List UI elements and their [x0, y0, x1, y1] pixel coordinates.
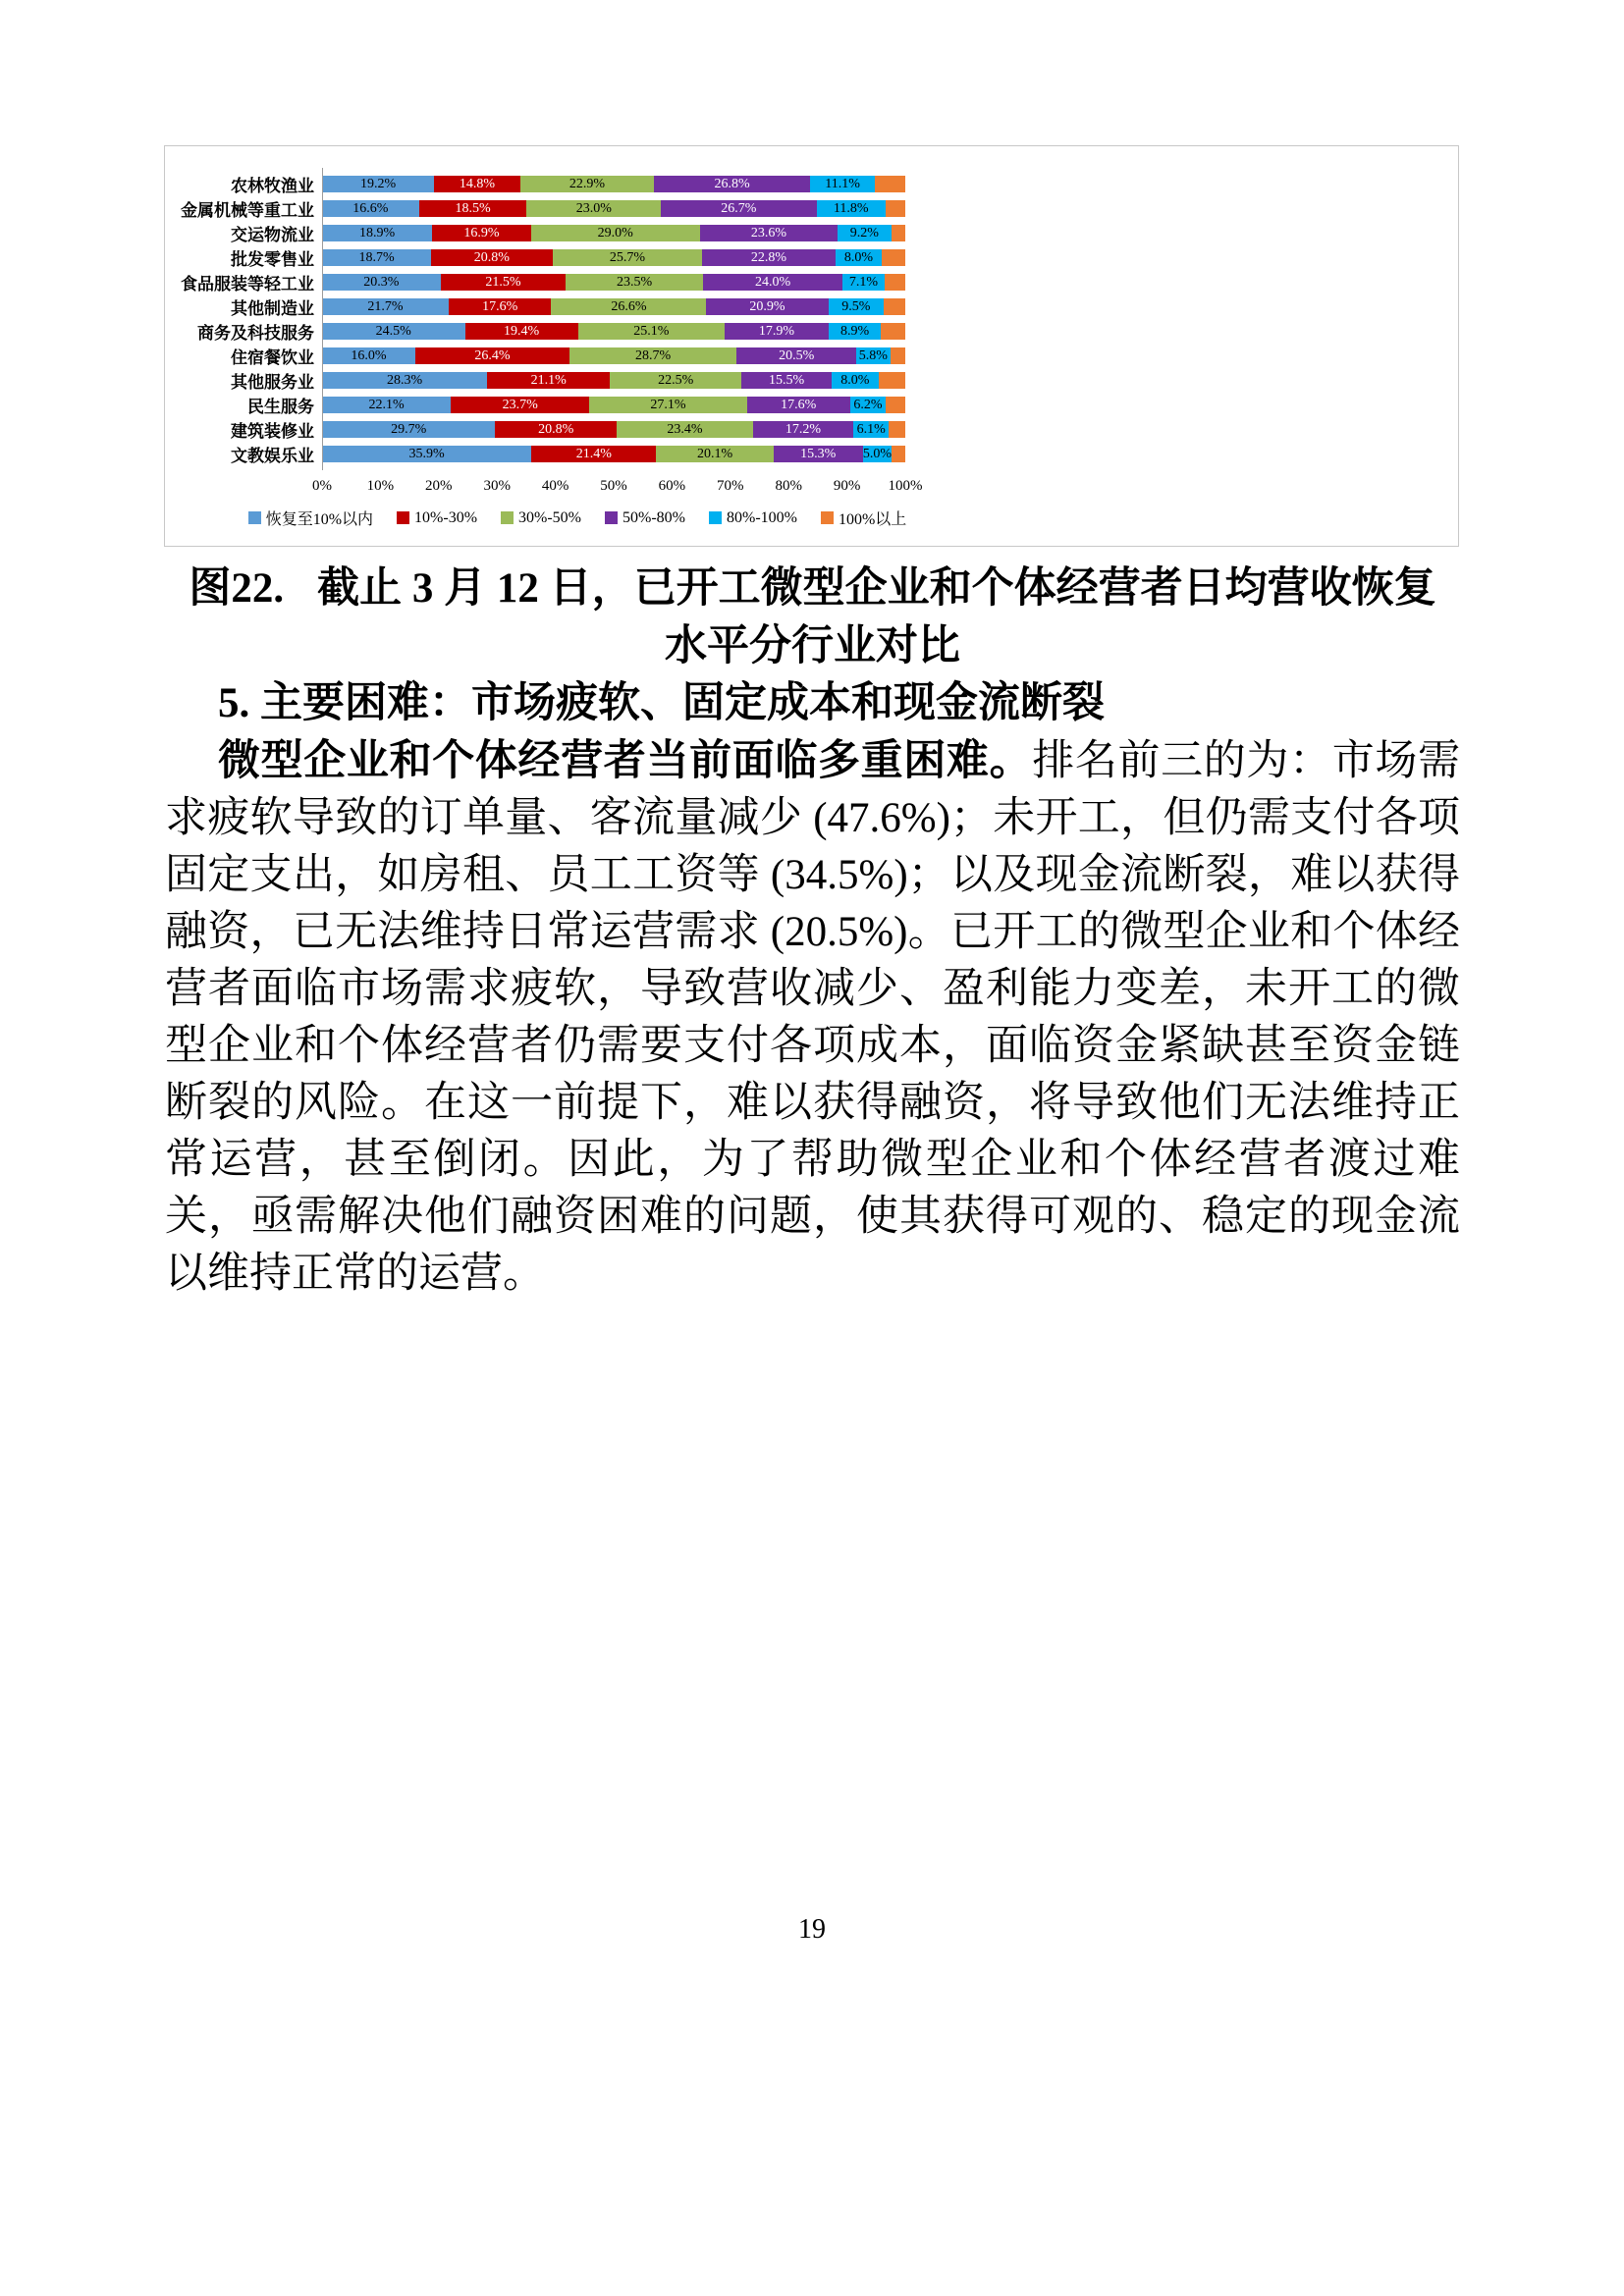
chart-row [175, 393, 1458, 417]
x-tick-label: 40% [541, 478, 569, 494]
bar-segment: 24.5% [322, 323, 465, 340]
bar-segment [884, 298, 905, 315]
stacked-bar [322, 298, 905, 315]
bar-segment: 25.7% [553, 249, 703, 266]
legend-item [397, 509, 477, 527]
stacked-bar [322, 274, 905, 291]
bar-segment [891, 347, 905, 364]
bar-segment: 11.1% [810, 176, 875, 192]
legend-label: 恢复至10%以内 [265, 511, 374, 528]
bar-segment: 28.7% [569, 347, 736, 364]
bar-segment: 17.9% [725, 323, 829, 340]
x-tick-label: 0% [312, 478, 332, 494]
bar-segment: 35.9% [322, 446, 531, 462]
bar-segment: 20.8% [431, 249, 553, 266]
bar-segment: 18.5% [419, 200, 527, 217]
chart-row [175, 245, 1458, 270]
x-tick-label: 60% [658, 478, 686, 494]
bar-segment: 6.1% [853, 421, 889, 438]
x-tick-label: 80% [775, 478, 802, 494]
x-tick-label: 20% [425, 478, 453, 494]
bar-segment: 25.1% [578, 323, 725, 340]
stacked-bar [322, 397, 905, 413]
bar-segment: 22.9% [520, 176, 654, 192]
x-tick-label: 90% [833, 478, 861, 494]
stacked-bar [322, 347, 905, 364]
stacked-bar [322, 176, 905, 192]
bar-segment [892, 446, 905, 462]
legend-item [821, 507, 906, 529]
bar-segment: 23.6% [700, 225, 838, 241]
bar-segment [889, 421, 905, 438]
chart-row [175, 368, 1458, 393]
bar-segment: 19.4% [465, 323, 578, 340]
stacked-bar [322, 421, 905, 438]
category-label: 食品服装等轻工业 [181, 275, 314, 294]
bar-segment: 20.5% [736, 347, 856, 364]
bar-segment: 6.2% [850, 397, 887, 413]
stacked-bar [322, 200, 905, 217]
stacked-bar [322, 225, 905, 241]
figure-caption-line1 [165, 560, 1460, 617]
bar-segment: 16.6% [322, 200, 419, 217]
bar-segment: 16.0% [322, 347, 415, 364]
legend-swatch [248, 511, 261, 524]
stacked-bar [322, 323, 905, 340]
bar-segment: 23.0% [526, 200, 661, 217]
paragraph-rest: 排名前三的为：市场需求疲软导致的订单量、客流量减少 (47.6%)；未开工，但仍需支付各项固定支出，如房租、员工工资等 (34.5%)；以及现金流断裂，难以获得融资，已无法维持日常运营需求 (20.5%)。已开工的微型企业和个体经营者面临市场需求疲软，导致营收减少、盈利能力变差，未开工的微型企业和个体经营者仍需要支付各项成本，面临资金紧缺甚至资金链断裂的风险。在这一前提下，难以获得融资，将导致他们无法维持正常运营，甚至倒闭。因此，为了帮助微型企业和个体经营者渡过难关，亟需解决他们融资困难的问题，使其获得可观的、稳定的现金流以维持正常的运营。 [165, 738, 1461, 1297]
bar-segment: 21.7% [322, 298, 449, 315]
bar-segment: 26.8% [654, 176, 810, 192]
legend-label: 100%以上 [838, 511, 907, 528]
chart-row [175, 344, 1458, 368]
chart-row [175, 221, 1458, 245]
legend-label: 30%-50% [518, 508, 581, 526]
x-tick-label: 50% [600, 478, 627, 494]
bar-segment: 22.1% [322, 397, 451, 413]
bar-segment: 26.4% [415, 347, 569, 364]
bar-segment: 23.7% [451, 397, 589, 413]
category-label: 农林牧渔业 [231, 177, 314, 195]
category-label: 商务及科技服务 [197, 324, 314, 343]
legend-swatch [821, 511, 834, 524]
chart-row [175, 417, 1458, 442]
bar-segment: 20.9% [706, 298, 828, 315]
body-paragraph [165, 733, 1460, 1303]
legend-swatch [397, 511, 409, 524]
bar-segment: 19.2% [322, 176, 434, 192]
y-axis-line [322, 168, 323, 470]
stacked-bar [322, 249, 905, 266]
bar-segment [882, 249, 905, 266]
bar-segment: 17.6% [449, 298, 552, 315]
bar-segment [875, 176, 905, 192]
category-label: 其他制造业 [231, 299, 314, 318]
category-label: 批发零售业 [231, 250, 314, 269]
bar-segment: 20.3% [322, 274, 441, 291]
bar-segment: 29.0% [531, 225, 700, 241]
bar-segment [879, 372, 905, 389]
bar-segment [886, 397, 905, 413]
bar-segment: 22.8% [702, 249, 835, 266]
bar-segment: 23.4% [617, 421, 753, 438]
legend-item [501, 509, 581, 527]
chart-row [175, 270, 1458, 294]
paragraph-lead: 微型企业和个体经营者当前面临多重困难。 [218, 738, 1033, 784]
bar-segment: 16.9% [432, 225, 530, 241]
figure-caption-text: 截止 3 月 12 日，已开工微型企业和个体经营者日均营收恢复 [317, 565, 1436, 612]
bar-segment: 8.0% [836, 249, 883, 266]
x-axis [312, 478, 923, 498]
category-label: 金属机械等重工业 [181, 201, 314, 220]
bar-segment: 20.1% [656, 446, 773, 462]
x-tick-label: 70% [717, 478, 744, 494]
figure-caption [165, 560, 1460, 675]
bar-segment [892, 225, 905, 241]
chart-rows [175, 172, 1458, 466]
legend-swatch [501, 511, 514, 524]
bar-segment: 8.9% [829, 323, 881, 340]
bar-segment: 15.3% [774, 446, 863, 462]
legend-label: 10%-30% [414, 508, 478, 526]
bar-segment: 8.0% [832, 372, 879, 389]
legend-label: 80%-100% [726, 508, 797, 526]
chart-row [175, 294, 1458, 319]
bar-segment: 5.8% [856, 347, 890, 364]
bar-segment: 24.0% [703, 274, 843, 291]
category-label: 其他服务业 [231, 373, 314, 392]
bar-segment: 15.5% [741, 372, 832, 389]
bar-segment: 28.3% [322, 372, 487, 389]
bar-segment [886, 200, 905, 217]
bar-segment [885, 274, 905, 291]
stacked-bar [322, 446, 905, 462]
bar-segment: 18.7% [322, 249, 431, 266]
stacked-bar [322, 372, 905, 389]
x-tick-label: 10% [366, 478, 395, 494]
legend-item [248, 507, 373, 529]
chart-row [175, 196, 1458, 221]
category-label: 交运物流业 [231, 226, 314, 244]
bar-segment: 21.1% [487, 372, 610, 389]
bar-segment: 23.5% [566, 274, 703, 291]
legend-swatch [605, 511, 618, 524]
legend-swatch [709, 511, 722, 524]
bar-segment: 14.8% [434, 176, 520, 192]
chart-legend [175, 507, 980, 529]
bar-segment: 7.1% [842, 274, 884, 291]
bar-segment: 21.4% [531, 446, 656, 462]
category-label: 民生服务 [247, 398, 314, 416]
figure-number: 图22. [189, 565, 285, 612]
bar-segment: 9.2% [838, 225, 892, 241]
bar-segment: 27.1% [589, 397, 747, 413]
legend-item [605, 509, 685, 527]
category-label: 建筑装修业 [231, 422, 314, 441]
page-number: 19 [798, 1914, 826, 1945]
chart-row [175, 442, 1458, 466]
category-label: 文教娱乐业 [231, 447, 314, 465]
bar-segment: 17.6% [747, 397, 850, 413]
bar-segment: 18.9% [322, 225, 432, 241]
bar-segment: 22.5% [610, 372, 741, 389]
bar-segment: 26.7% [661, 200, 817, 217]
figure-chart [164, 145, 1459, 547]
bar-segment: 26.6% [551, 298, 706, 315]
bar-segment: 9.5% [829, 298, 884, 315]
bar-segment: 5.0% [862, 446, 893, 461]
x-tick-label: 30% [483, 478, 511, 494]
bar-segment [881, 323, 905, 340]
bar-segment: 29.7% [322, 421, 495, 438]
category-label: 住宿餐饮业 [231, 348, 314, 367]
bar-segment: 21.5% [441, 274, 567, 291]
chart-row [175, 319, 1458, 344]
bar-segment: 17.2% [753, 421, 853, 438]
legend-item [709, 509, 797, 527]
legend-label: 50%-80% [623, 508, 685, 526]
x-tick-label: 100% [888, 478, 923, 494]
bar-segment: 20.8% [495, 421, 617, 438]
section-heading: 5. 主要困难：市场疲软、固定成本和现金流断裂 [218, 680, 1105, 726]
chart-row [175, 172, 1458, 196]
bar-segment: 11.8% [817, 200, 886, 217]
figure-caption-line2: 水平分行业对比 [665, 623, 960, 669]
